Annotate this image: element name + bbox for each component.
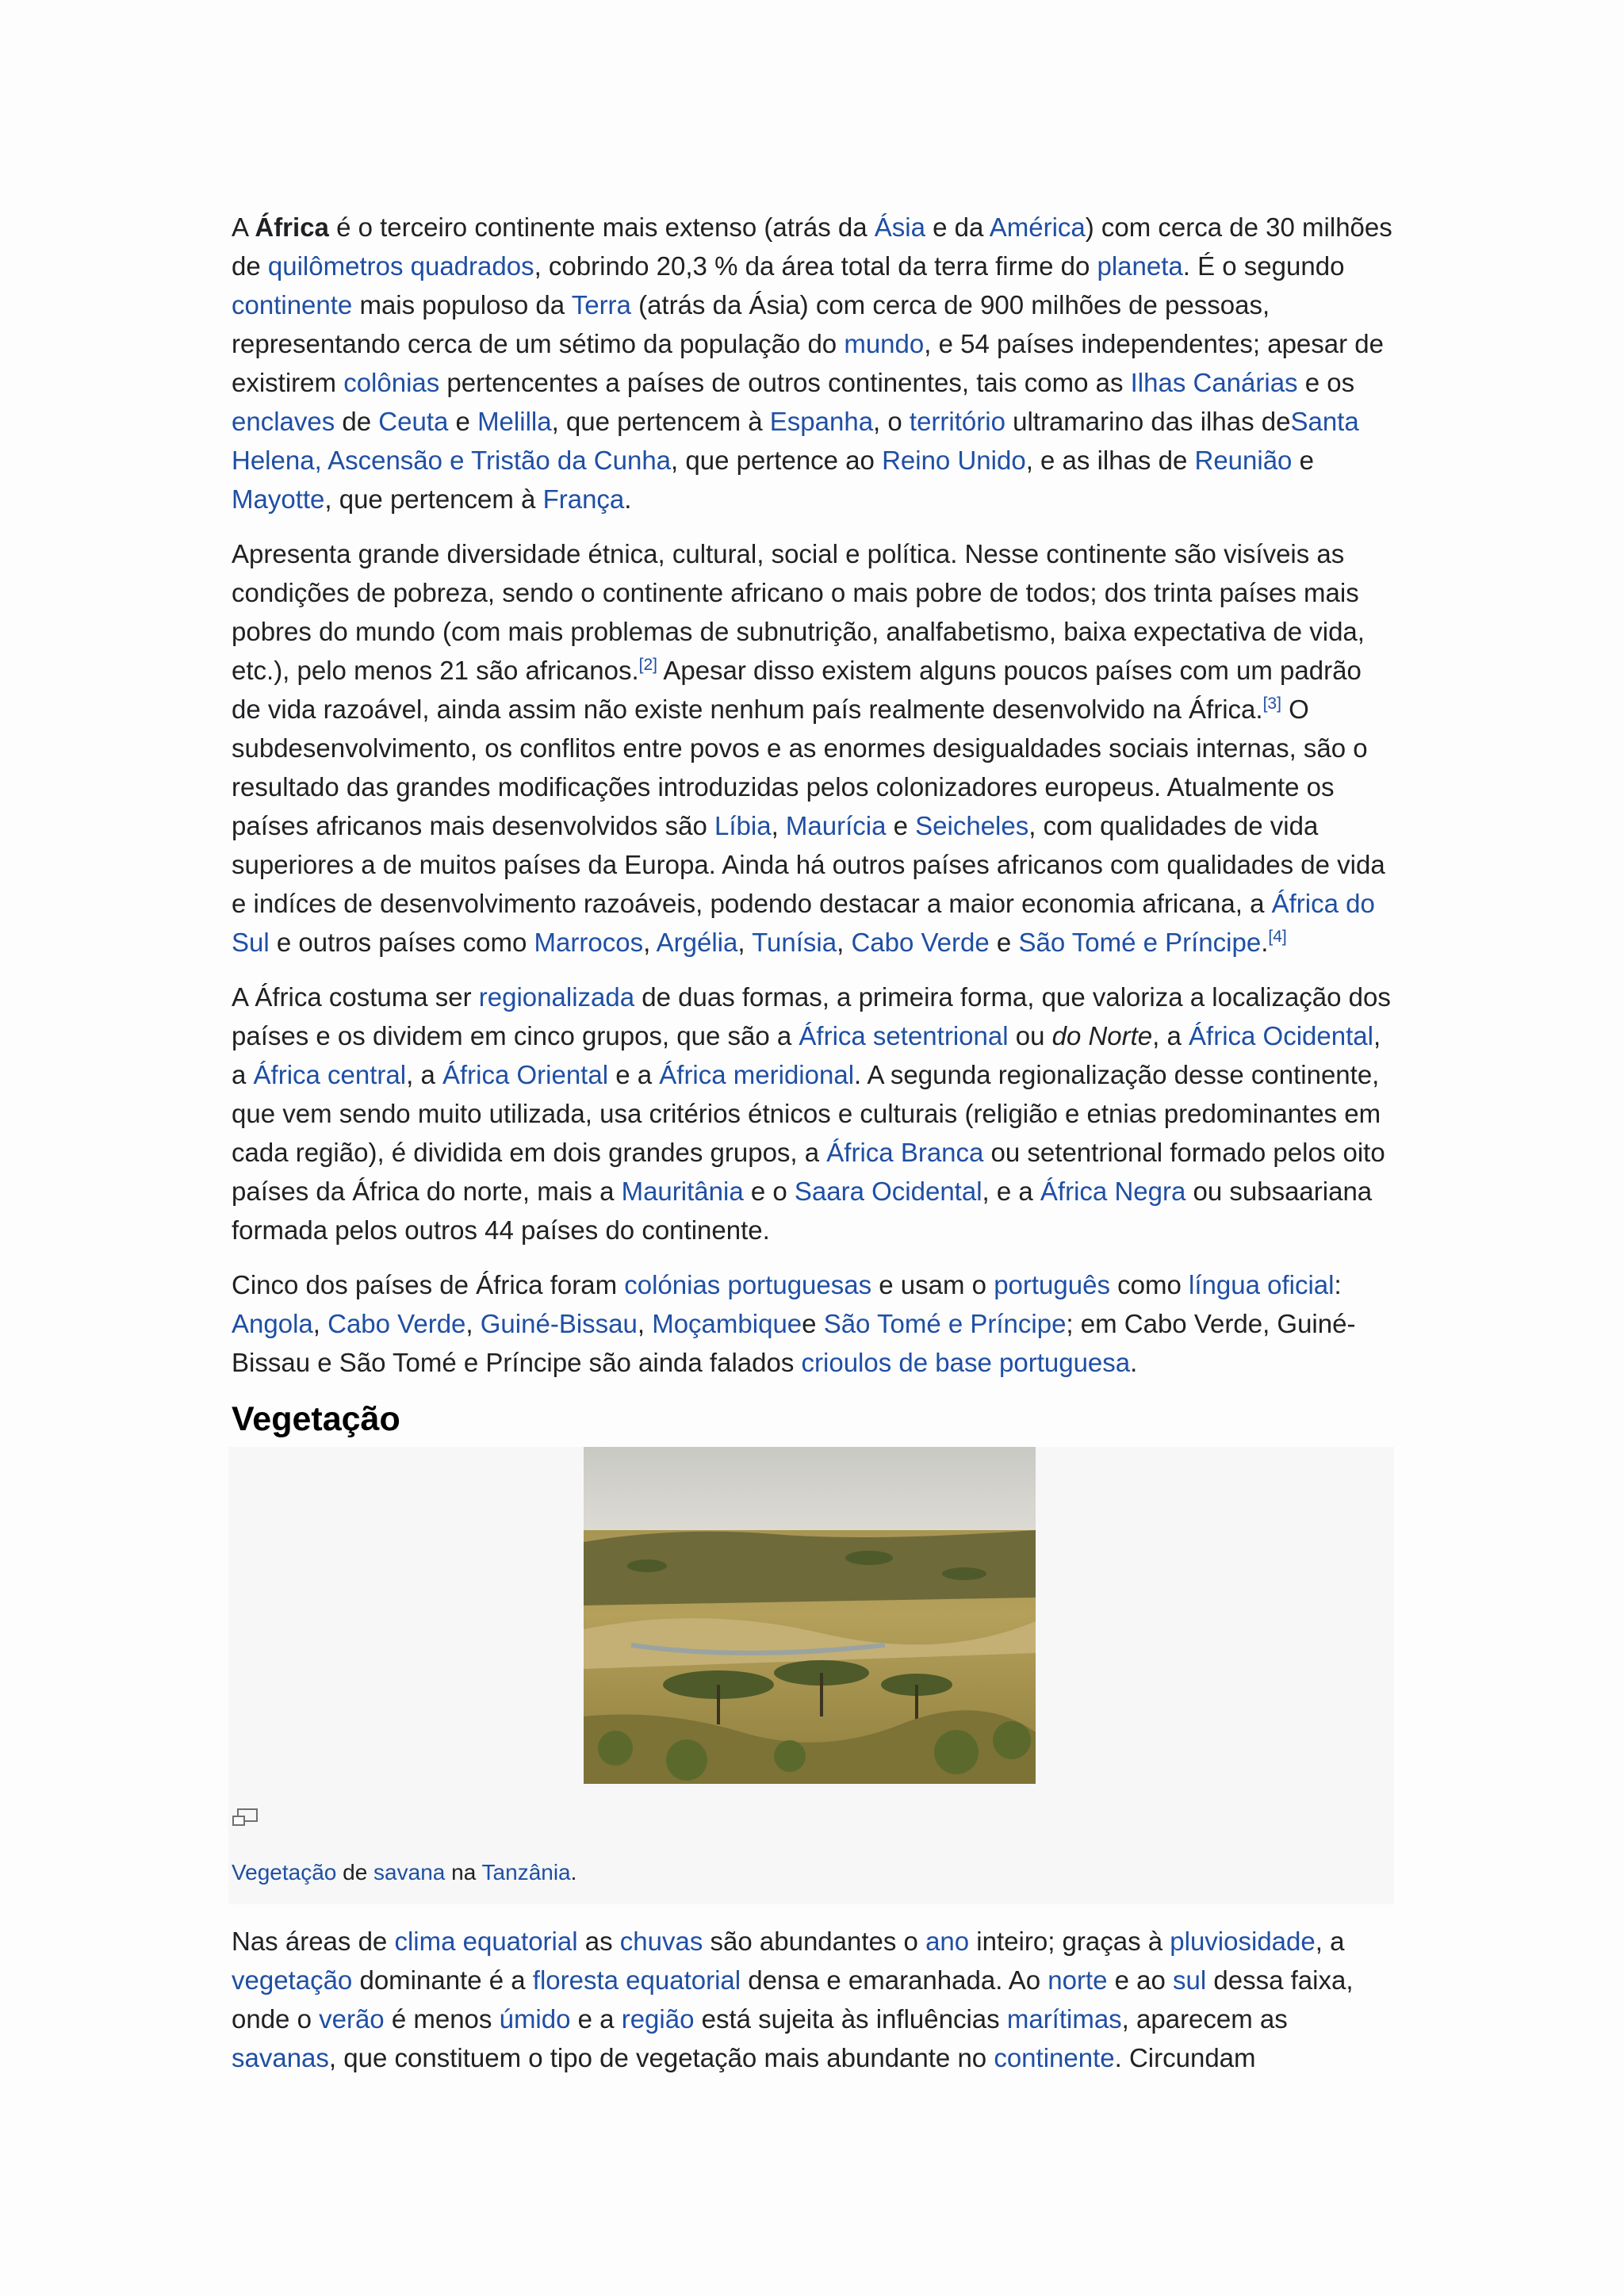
link[interactable]: mundo xyxy=(844,329,925,358)
figure-caption xyxy=(232,1857,576,1888)
text-run: . xyxy=(1261,928,1269,957)
link[interactable]: África setentrional xyxy=(799,1021,1009,1050)
link[interactable]: região xyxy=(621,2004,695,2034)
text-run: . A segunda regionalização desse continente, que vem sendo muito utilizada, usa critérios étnicos e culturais (religião e etnias predominantes em cada região), é dividida em dois grandes grupos, a xyxy=(232,1060,1381,1167)
link[interactable]: crioulos de base portuguesa xyxy=(801,1348,1131,1377)
text-run: e xyxy=(802,1309,824,1338)
text-run: , a xyxy=(406,1060,442,1089)
link[interactable]: França xyxy=(542,484,625,514)
link[interactable]: Cabo Verde xyxy=(327,1309,466,1338)
link[interactable]: marítimas xyxy=(1006,2004,1122,2034)
text-run: , e 54 países independentes; apesar de existirem xyxy=(232,329,1385,397)
text-run: , xyxy=(771,811,786,840)
link[interactable]: África do Sul xyxy=(232,889,1375,957)
link[interactable]: território xyxy=(909,407,1005,436)
link[interactable]: Argélia xyxy=(656,928,738,957)
link[interactable]: São Tomé e Príncipe xyxy=(1018,928,1262,957)
link[interactable]: Moçambique xyxy=(652,1309,802,1338)
link[interactable]: Melilla xyxy=(477,407,552,436)
link[interactable]: Cabo Verde xyxy=(851,928,990,957)
link[interactable]: África Oriental xyxy=(442,1060,609,1089)
link[interactable]: verão xyxy=(319,2004,385,2034)
text-run: e a xyxy=(570,2004,622,2034)
text-run: e a xyxy=(608,1060,660,1089)
link[interactable]: colônias xyxy=(343,368,440,397)
text-run: as xyxy=(577,1927,620,1956)
reference-link[interactable]: [3] xyxy=(1262,695,1281,713)
text-run: e os xyxy=(1297,368,1355,397)
text-run: O subdesenvolvimento, os conflitos entre povos e as enormes desigualdades sociais internas, são o resultado das grandes modificações introduzidas pelos colonizadores europeus. Atualmente os países africanos mais desenvolvidos são xyxy=(232,695,1368,840)
link[interactable]: Saara Ocidental xyxy=(794,1177,982,1206)
text-run: Apresenta grande diversidade étnica, cultural, social e política. Nesse continente são visíveis as condições de pobreza, sendo o continente africano o mais pobre de todos; dos trinta países mais pobres do mundo (com mais problemas de subnutrição, analfabetismo, baixa expectativa de vida, etc.), pelo menos 21 são africanos. xyxy=(232,539,1365,685)
link[interactable]: vegetação xyxy=(232,1965,353,1995)
link[interactable]: Marrocos xyxy=(534,928,644,957)
text-run: . xyxy=(570,1860,577,1885)
text-run: de xyxy=(336,1860,374,1885)
text-run: ou subsaariana formada pelos outros 44 países do continente. xyxy=(232,1177,1373,1245)
text-run: , a xyxy=(232,1021,1381,1089)
text-run: , aparecem as xyxy=(1121,2004,1288,2034)
link[interactable]: África Negra xyxy=(1040,1177,1186,1206)
text-run: , xyxy=(837,928,852,957)
reference-link[interactable]: [2] xyxy=(638,656,657,674)
text-run: e usam o xyxy=(871,1270,994,1299)
italic-text: do Norte xyxy=(1051,1021,1153,1050)
text-run: dessa faixa, onde o xyxy=(232,1965,1354,2034)
link[interactable]: planeta xyxy=(1097,251,1183,281)
bold-text: África xyxy=(255,212,329,242)
link[interactable]: África meridional xyxy=(659,1060,855,1089)
link[interactable]: regionalizada xyxy=(478,982,635,1012)
text-run: pertencentes a países de outros continentes, tais como as xyxy=(439,368,1131,397)
regionalization-paragraph xyxy=(232,978,1397,1249)
reference-link[interactable]: [4] xyxy=(1268,928,1287,946)
link[interactable]: Tunísia xyxy=(752,928,837,957)
link[interactable]: floresta equatorial xyxy=(532,1965,741,1995)
enlarge-icon[interactable] xyxy=(232,1808,259,1828)
link[interactable]: África Branca xyxy=(826,1138,984,1167)
link[interactable]: Espanha xyxy=(769,407,874,436)
text-run: e outros países como xyxy=(269,928,534,957)
text-run: , a xyxy=(1152,1021,1189,1050)
link[interactable]: São Tomé e Príncipe xyxy=(823,1309,1067,1338)
text-run: de duas formas, a primeira forma, que valoriza a localização dos países e os dividem em cinco grupos, que são a xyxy=(232,982,1391,1050)
link[interactable]: Reino Unido xyxy=(882,446,1026,475)
link[interactable]: chuvas xyxy=(619,1927,703,1956)
text-run: A xyxy=(232,212,255,242)
link[interactable]: África Ocidental xyxy=(1189,1021,1373,1050)
text-run: (atrás da Ásia) com cerca de 900 milhões de pessoas, representando cerca de um sétimo da população do xyxy=(232,290,1270,358)
link[interactable]: savanas xyxy=(232,2043,329,2072)
text-run: inteiro; graças à xyxy=(969,1927,1170,1956)
link[interactable]: Reunião xyxy=(1194,446,1293,475)
text-run: ) com cerca de 30 milhões de xyxy=(232,212,1392,281)
text-run: , com qualidades de vida superiores a de muitos países da Europa. Ainda há outros países africanos com qualidades de vida e indíces de desenvolvimento razoáveis, podendo destacar a maior economia africana, a xyxy=(232,811,1385,918)
text-run: , o xyxy=(873,407,910,436)
text-run: de xyxy=(335,407,379,436)
link[interactable]: pluviosidade xyxy=(1170,1927,1316,1956)
text-run: está sujeita às influências xyxy=(694,2004,1007,2034)
text-run: mais populoso da xyxy=(352,290,572,320)
text-run: ultramarino das ilhas de xyxy=(1005,407,1291,436)
link[interactable]: língua oficial xyxy=(1189,1270,1335,1299)
text-run: Cinco dos países de África foram xyxy=(232,1270,625,1299)
savanna-photo[interactable] xyxy=(584,1447,1036,1784)
text-run: e xyxy=(1292,446,1314,475)
text-run: é menos xyxy=(384,2004,500,2034)
link[interactable]: Terra xyxy=(571,290,631,320)
link[interactable]: português xyxy=(994,1270,1110,1299)
link[interactable]: norte xyxy=(1048,1965,1108,1995)
text-run: e xyxy=(448,407,478,436)
link[interactable]: Angola xyxy=(232,1309,313,1338)
diversity-paragraph xyxy=(232,534,1397,962)
text-run: como xyxy=(1109,1270,1189,1299)
text-run: . É o segundo xyxy=(1182,251,1345,281)
text-run: dominante é a xyxy=(352,1965,533,1995)
text-run: , xyxy=(737,928,753,957)
article-content xyxy=(232,208,1397,2093)
link[interactable]: América xyxy=(989,212,1086,242)
text-run: e o xyxy=(743,1177,795,1206)
text-run: , e as ilhas de xyxy=(1025,446,1195,475)
text-run: ou setentrional formado pelos oito países da África do norte, mais a xyxy=(232,1138,1385,1206)
link[interactable]: Ceuta xyxy=(378,407,449,436)
text-run: e da xyxy=(925,212,990,242)
text-run: são abundantes o xyxy=(703,1927,926,1956)
text-run: Apesar disso existem alguns poucos países com um padrão de vida razoável, ainda assim não existe nenhum país realmente desenvolvido na África. xyxy=(232,656,1362,724)
link[interactable]: savana xyxy=(373,1860,446,1885)
link[interactable]: Maurícia xyxy=(785,811,887,840)
text-run: e ao xyxy=(1107,1965,1174,1995)
text-run: . xyxy=(1130,1348,1138,1377)
link[interactable]: clima equatorial xyxy=(394,1927,578,1956)
link[interactable]: Seicheles xyxy=(915,811,1029,840)
text-run: , xyxy=(465,1309,481,1338)
text-run: ; em Cabo Verde, Guiné-Bissau e São Tomé e Príncipe são ainda falados xyxy=(232,1309,1356,1377)
text-run: Nas áreas de xyxy=(232,1927,395,1956)
link[interactable]: Mayotte xyxy=(232,484,325,514)
text-run: e xyxy=(886,811,916,840)
text-run: , xyxy=(312,1309,328,1338)
link[interactable]: Santa Helena, Ascensão e Tristão da Cunha xyxy=(232,407,1359,475)
link[interactable]: Tanzânia xyxy=(481,1860,571,1885)
text-run: . Circundam xyxy=(1114,2043,1256,2072)
text-run: . xyxy=(624,484,632,514)
link[interactable]: Ilhas Canárias xyxy=(1130,368,1298,397)
text-run: , xyxy=(637,1309,653,1338)
vegetation-paragraph xyxy=(232,1922,1397,2077)
link[interactable]: Vegetação xyxy=(232,1860,337,1885)
text-run: A África costuma ser xyxy=(232,982,479,1012)
text-run: , que constituem o tipo de vegetação mais abundante no xyxy=(328,2043,994,2072)
link[interactable]: continente xyxy=(232,290,353,320)
link[interactable]: Líbia xyxy=(714,811,772,840)
text-run: , e a xyxy=(982,1177,1040,1206)
link[interactable]: África central xyxy=(253,1060,407,1089)
link[interactable]: úmido xyxy=(499,2004,571,2034)
link[interactable]: continente xyxy=(994,2043,1115,2072)
text-run: , que pertencem à xyxy=(551,407,770,436)
link[interactable]: Guiné-Bissau xyxy=(480,1309,638,1338)
text-run: na xyxy=(445,1860,482,1885)
link[interactable]: enclaves xyxy=(232,407,335,436)
link[interactable]: Ásia xyxy=(874,212,925,242)
link[interactable]: ano xyxy=(925,1927,970,1956)
text-run: , cobrindo 20,3 % da área total da terra firme do xyxy=(534,251,1097,281)
intro-paragraph xyxy=(232,208,1397,519)
link[interactable]: sul xyxy=(1173,1965,1207,1995)
link[interactable]: colónias portuguesas xyxy=(624,1270,872,1299)
section-heading-vegetacao: Vegetação xyxy=(232,1400,400,1438)
link[interactable]: Mauritânia xyxy=(621,1177,744,1206)
text-run: e xyxy=(989,928,1019,957)
text-run: , que pertencem à xyxy=(324,484,543,514)
text-run: é o terceiro continente mais extenso (atrás da xyxy=(328,212,875,242)
text-run: , xyxy=(643,928,657,957)
text-run: , que pertence ao xyxy=(671,446,883,475)
text-run: ou xyxy=(1008,1021,1052,1050)
text-run: : xyxy=(1334,1270,1342,1299)
link[interactable]: quilômetros quadrados xyxy=(267,251,534,281)
text-run: densa e emaranhada. Ao xyxy=(741,1965,1048,1995)
text-run: , a xyxy=(1315,1927,1345,1956)
portuguese-colonies-paragraph xyxy=(232,1265,1397,1382)
figure-savanna xyxy=(228,1447,1394,1904)
